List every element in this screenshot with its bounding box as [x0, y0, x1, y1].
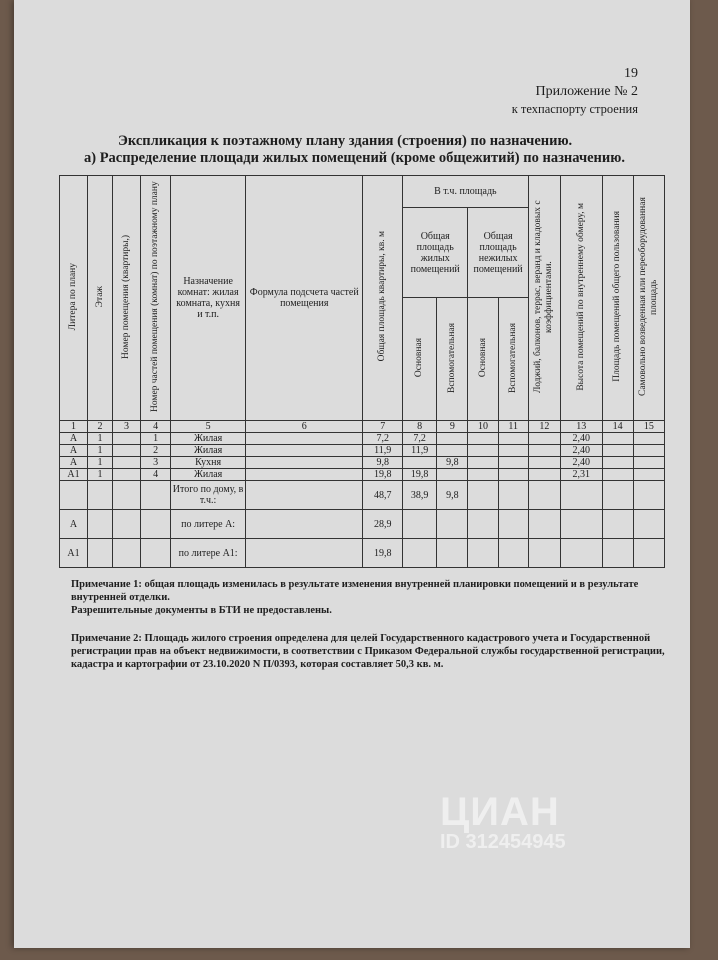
cian-watermark	[440, 790, 566, 854]
table-cell: А	[60, 445, 88, 457]
table-cell: 3	[141, 457, 171, 469]
table-cell	[246, 481, 363, 510]
table-cell	[88, 481, 113, 510]
table-cell	[468, 539, 498, 568]
table-cell: Жилая	[171, 433, 246, 445]
table-cell	[246, 469, 363, 481]
table-cell: А	[60, 510, 88, 539]
header-obshaya-zhilykh: Общая площадь жилых помещений	[402, 208, 467, 298]
table-cell	[468, 445, 498, 457]
table-cell: А1	[60, 539, 88, 568]
document-page	[14, 0, 690, 948]
totals-row	[60, 539, 665, 568]
column-numbers-row: 1 2 3 4 5 6 7 8 9 10 11 12 13 14 15	[60, 421, 665, 433]
table-cell: 7,2	[402, 433, 436, 445]
table-cell	[498, 539, 528, 568]
table-cell	[113, 539, 141, 568]
table-cell	[498, 510, 528, 539]
table-cell	[113, 445, 141, 457]
table-cell: Жилая	[171, 445, 246, 457]
table-cell: 4	[141, 469, 171, 481]
table-cell: 9,8	[437, 457, 468, 469]
table-cell	[528, 510, 560, 539]
explication-table	[59, 175, 665, 568]
table-cell: 19,8	[363, 469, 403, 481]
table-cell: 1	[88, 457, 113, 469]
table-cell: 1	[88, 433, 113, 445]
table-cell	[528, 469, 560, 481]
header-nomer-pomeshcheniya: Номер помещения (квартиры,)	[113, 176, 141, 421]
table-row	[60, 433, 665, 445]
table-cell	[246, 445, 363, 457]
header-osnovnaya-zhil: Основная	[402, 298, 436, 421]
table-cell	[113, 510, 141, 539]
totals-row	[60, 510, 665, 539]
table-cell: 11,9	[402, 445, 436, 457]
header-samovolno: Самовольно возведенная или переоборудованная площадь	[633, 176, 664, 421]
page-number: 19	[624, 66, 638, 81]
table-cell: Жилая	[171, 469, 246, 481]
header-etazh: Этаж	[88, 176, 113, 421]
table-cell	[633, 539, 664, 568]
table-cell	[498, 445, 528, 457]
header-vtch-ploshchad: В т.ч. площадь	[402, 176, 528, 208]
table-cell	[246, 433, 363, 445]
table-cell: 38,9	[402, 481, 436, 510]
table-cell	[602, 481, 633, 510]
header-lodzhii: Лоджий, балконов, террас, веранд и кладовых с коэффициентами.	[528, 176, 560, 421]
header-obshaya-ploshchad: Общая площадь квартиры, кв. м	[363, 176, 403, 421]
table-cell: 2,40	[560, 433, 602, 445]
header-vspomogatelnaya-nezhil: Вспомогательная	[498, 298, 528, 421]
table-cell	[560, 510, 602, 539]
table-cell	[633, 433, 664, 445]
appendix-subtitle: к техпаспорту строения	[511, 102, 638, 116]
table-cell	[113, 469, 141, 481]
table-cell	[528, 433, 560, 445]
table-cell	[437, 433, 468, 445]
table-cell: 19,8	[363, 539, 403, 568]
table-cell	[528, 539, 560, 568]
table-cell	[468, 433, 498, 445]
header-naznachenie: Назначение комнат: жилая комната, кухня и т.п.	[171, 176, 246, 421]
table-cell: 1	[88, 445, 113, 457]
table-cell	[560, 481, 602, 510]
table-cell: 1	[88, 469, 113, 481]
table-cell	[468, 457, 498, 469]
table-cell: 48,7	[363, 481, 403, 510]
table-cell: по литере А1:	[171, 539, 246, 568]
table-cell	[402, 510, 436, 539]
table-cell	[602, 510, 633, 539]
table-cell	[498, 469, 528, 481]
note-1-documents: Разрешительные документы в БТИ не предоставлены.	[71, 605, 332, 616]
document-subtitle: а) Распределение площади жилых помещений (кроме общежитий) по назначению.	[84, 150, 625, 166]
table-cell	[498, 433, 528, 445]
table-cell: 7,2	[363, 433, 403, 445]
table-cell	[113, 481, 141, 510]
document-title: Экспликация к поэтажному плану здания (строения) по назначению.	[118, 133, 573, 149]
table-cell	[602, 469, 633, 481]
table-cell: Кухня	[171, 457, 246, 469]
table-cell: 9,8	[437, 481, 468, 510]
header-obshaya-nezhilykh: Общая площадь нежилых помещений	[468, 208, 528, 298]
table-cell	[246, 457, 363, 469]
table-cell: 2,31	[560, 469, 602, 481]
table-cell: 11,9	[363, 445, 403, 457]
table-cell: А	[60, 457, 88, 469]
totals-row	[60, 481, 665, 510]
table-cell	[602, 445, 633, 457]
table-cell	[498, 457, 528, 469]
table-cell	[602, 433, 633, 445]
listing-id: ID 312454945	[440, 831, 566, 853]
table-cell: 1	[141, 433, 171, 445]
table-cell	[560, 539, 602, 568]
table-cell	[113, 457, 141, 469]
table-cell	[633, 481, 664, 510]
table-cell: 9,8	[363, 457, 403, 469]
table-cell	[633, 457, 664, 469]
table-row	[60, 457, 665, 469]
table-cell: А	[60, 433, 88, 445]
header-nomer-chastey: Номер частей помещения (комнат) по поэтажному плану	[141, 176, 171, 421]
table-cell	[468, 469, 498, 481]
table-cell	[437, 469, 468, 481]
header-vysota: Высота помещений по внутреннему обмеру, м	[560, 176, 602, 421]
table-cell	[468, 481, 498, 510]
table-cell	[602, 457, 633, 469]
table-cell	[402, 539, 436, 568]
note-2: Примечание 2: Площадь жилого строения определена для целей Государственного кадастрового учета и Государственной регистрации прав на объект недвижимости, в соответствии с Приказом Федеральной службы государственной регистрации, кадастра и картографии от 23.10.2020 N П/0393, которая составляет 50,3 кв. м.	[71, 633, 665, 670]
header-obshchego-polzovaniya: Площадь помещений общего пользования	[602, 176, 633, 421]
table-cell	[498, 481, 528, 510]
table-cell: Итого по дому, в т.ч.:	[171, 481, 246, 510]
table-cell	[633, 510, 664, 539]
table-cell	[437, 539, 468, 568]
table-cell	[528, 457, 560, 469]
table-cell	[633, 469, 664, 481]
table-cell	[141, 510, 171, 539]
header-formula: Формула подсчета частей помещения	[246, 176, 363, 421]
table-cell	[88, 510, 113, 539]
header-osnovnaya-nezhil: Основная	[468, 298, 498, 421]
table-cell: 2,40	[560, 445, 602, 457]
table-cell	[528, 481, 560, 510]
header-litera: Литера по плану	[60, 176, 88, 421]
table-cell	[246, 510, 363, 539]
table-cell: 19,8	[402, 469, 436, 481]
table-cell: 2,40	[560, 457, 602, 469]
table-cell	[246, 539, 363, 568]
table-cell	[602, 539, 633, 568]
table-cell	[60, 481, 88, 510]
table-cell	[141, 481, 171, 510]
table-row	[60, 445, 665, 457]
table-cell	[437, 445, 468, 457]
table-cell	[113, 433, 141, 445]
table-cell: А1	[60, 469, 88, 481]
table-row	[60, 469, 665, 481]
table-cell: по литере А:	[171, 510, 246, 539]
table-cell	[402, 457, 436, 469]
table-cell: 2	[141, 445, 171, 457]
cian-logo-icon: ЦИАН	[440, 790, 560, 834]
table-cell: 28,9	[363, 510, 403, 539]
appendix-title: Приложение № 2	[535, 84, 638, 99]
table-cell	[633, 445, 664, 457]
table-cell	[88, 539, 113, 568]
table-cell	[141, 539, 171, 568]
note-1: Примечание 1: общая площадь изменилась в результате изменения внутренней планировки помещений и в результате внутренней отделки.	[71, 579, 639, 603]
table-cell	[528, 445, 560, 457]
header-vspomogatelnaya-zhil: Вспомогательная	[437, 298, 468, 421]
table-cell	[437, 510, 468, 539]
table-cell	[468, 510, 498, 539]
